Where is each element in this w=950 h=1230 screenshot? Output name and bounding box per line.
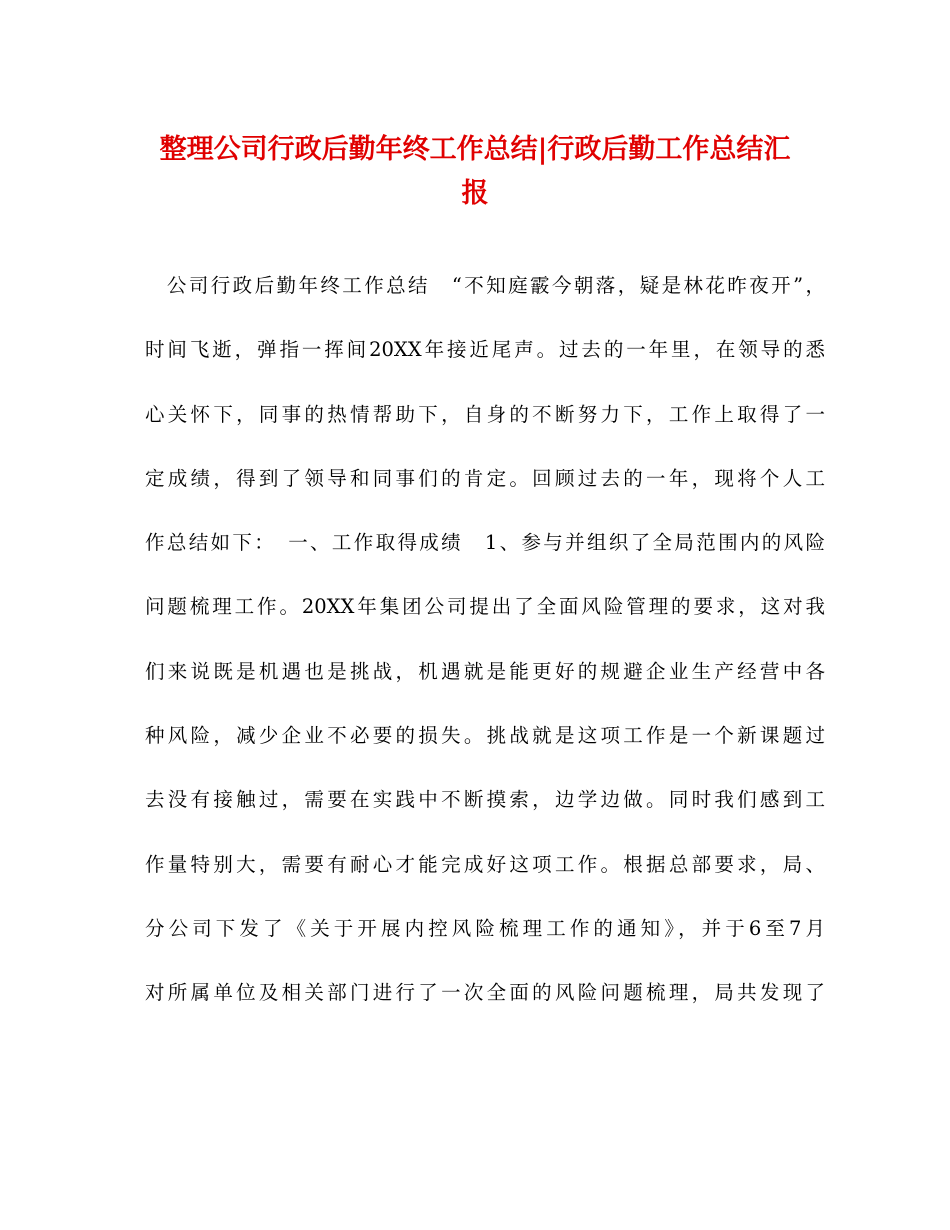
body-line: 去没有接触过，需要在实践中不断摸索，边学边做。同时我们感到工 [145, 788, 825, 812]
title-line-1: 整理公司行政后勤年终工作总结|行政后勤工作总结汇 [159, 134, 791, 165]
body-line: 时间飞逝，弹指一挥间20XX年接近尾声。过去的一年里，在领导的悉 [145, 338, 825, 362]
body-line: 作量特别大，需要有耐心才能完成好这项工作。根据总部要求，局、 [145, 852, 825, 876]
body-line: 定成绩，得到了领导和同事们的肯定。回顾过去的一年，现将个人工 [145, 466, 825, 490]
body-line: 分公司下发了《关于开展内控风险梳理工作的通知》，并于6至7月 [145, 916, 825, 940]
body-line: 心关怀下，同事的热情帮助下，自身的不断努力下，工作上取得了一 [145, 402, 825, 426]
document-title [120, 128, 830, 216]
document-body [145, 254, 825, 1026]
body-line: 问题梳理工作。20XX年集团公司提出了全面风险管理的要求，这对我 [145, 595, 825, 619]
body-line: 们来说既是机遇也是挑战，机遇就是能更好的规避企业生产经营中各 [145, 659, 825, 683]
body-line: 种风险，减少企业不必要的损失。挑战就是这项工作是一个新课题过 [145, 724, 825, 748]
body-line: 作总结如下： 一、工作取得成绩 1、参与并组织了全局范围内的风险 [145, 531, 825, 555]
body-line: 对所属单位及相关部门进行了一次全面的风险问题梳理，局共发现了 [145, 981, 825, 1005]
title-line-2: 报 [461, 178, 489, 209]
body-line: 公司行政后勤年终工作总结 “不知庭霰今朝落，疑是林花昨夜开”， [145, 274, 825, 297]
